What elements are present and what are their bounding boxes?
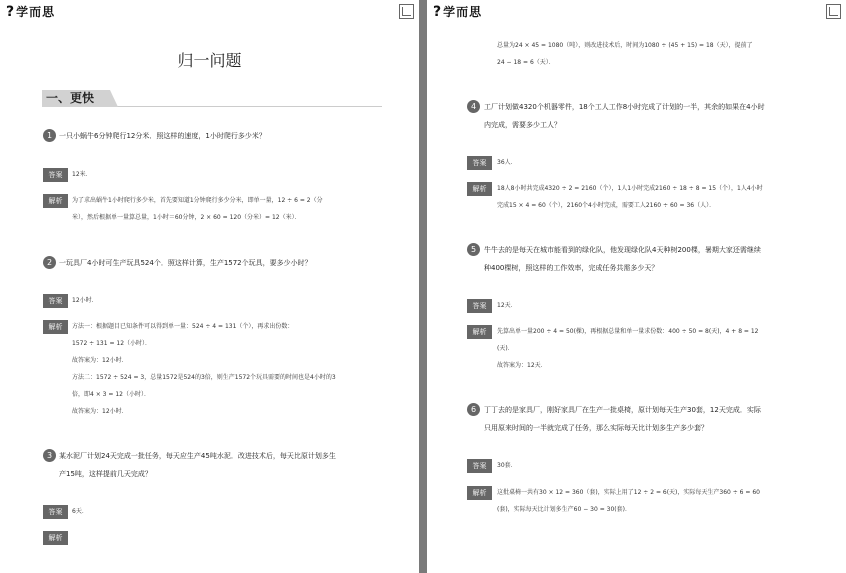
analysis-line: 故答案为：12小时． [72, 357, 128, 364]
analysis-text: 总量为24 × 45 = 1080（吨），则改进技术后，时间为1080 ÷ (45 + 15) = 18（天），提前了 [497, 42, 753, 49]
bookmark-icon [826, 4, 841, 19]
analysis-line: 倍，即4 × 3 = 12（小时）． [72, 391, 150, 398]
question-text: 某水泥厂计划24天完成一批任务，每天应生产45吨水泥．改进技术后，每天比原计划多生 [59, 452, 336, 460]
analysis-label: 解析 [43, 194, 68, 208]
answer-label: 答案 [467, 459, 492, 473]
question-number-badge: 5 [467, 243, 480, 256]
section-label: 一、更快 [42, 90, 110, 107]
analysis-line: 故答案为：12小时． [72, 408, 128, 415]
answer-label: 答案 [467, 299, 492, 313]
question-number-badge: 2 [43, 256, 56, 269]
right-page [427, 0, 846, 573]
question-text: 牛牛去的是每天在城市能看到的绿化队，他发现绿化队4天种树200棵，暑期大家还需继续 [484, 246, 761, 254]
brand-logo: ?学而思 [433, 4, 483, 20]
analysis-line: 1572 ÷ 131 = 12（小时）． [72, 340, 152, 347]
question-number-badge: 3 [43, 449, 56, 462]
question-text: 产15吨，这样提前几天完成？ [59, 470, 152, 478]
analysis-text: 18人8小时共完成4320 ÷ 2 = 2160（个），1人1小时完成2160 ÷ 18 ÷ 8 = 15（个），1人4小时 [497, 185, 763, 192]
brand-logo: ?学而思 [6, 4, 56, 20]
analysis-text: 这批桌椅一共有30 × 12 = 360（套)，实际上用了12 ÷ 2 = 6(天)，实际每天生产360 ÷ 6 = 60 [497, 489, 760, 496]
question-text: 一玩具厂4小时可生产玩具524个．照这样计算，生产1572个玩具，要多少小时？ [59, 259, 312, 267]
answer-text: 12小时． [72, 297, 98, 304]
analysis-label: 解析 [467, 325, 492, 339]
analysis-line: 方法二：1572 ÷ 524 = 3，总量1572是524的3倍，则生产1572个玩具需要的时间也是4小时的3 [72, 374, 336, 381]
analysis-text: 24 − 18 = 6（天）． [497, 59, 555, 66]
analysis-text: 先算出单一量200 ÷ 4 = 50(棵)，再根据总量和单一量求份数：400 ÷ 50 = 8(天)，4 + 8 = 12 [497, 328, 759, 335]
question-text: 一只小蜗牛6分钟爬行12分米．照这样的速度，1小时爬行多少米？ [59, 132, 266, 140]
answer-text: 6天． [72, 508, 88, 515]
analysis-label: 解析 [43, 531, 68, 545]
answer-text: 36人． [497, 159, 517, 166]
analysis-line: 方法一：根据题目已知条件可以得到单一量：524 ÷ 4 = 131（个），再求出份数： [72, 323, 294, 330]
question-text: 种400棵树，照这样的工作效率，完成任务共需多少天？ [484, 264, 659, 272]
page-title: 归一问题 [177, 51, 242, 70]
analysis-text: 米），然后根据单一量算总量，1小时＝60分钟，2 × 60 = 120（分米）= 12（米）． [72, 214, 301, 221]
analysis-label: 解析 [467, 182, 492, 196]
analysis-text: 为了求出蜗牛1小时爬行多少米，首先要知道1分钟爬行多少分米，即单一量，12 ÷ 6 = 2（分 [72, 197, 323, 204]
analysis-label: 解析 [467, 486, 492, 500]
question-number-badge: 6 [467, 403, 480, 416]
answer-text: 12天． [497, 302, 517, 309]
question-text: 工厂计划做4320个机器零件，18个工人工作8小时完成了计划的一半，其余的如果在4小时 [484, 103, 765, 111]
analysis-text: 故答案为：12天． [497, 362, 547, 369]
bookmark-icon [399, 4, 414, 19]
answer-text: 12米． [72, 171, 92, 178]
answer-text: 30套． [497, 462, 517, 469]
analysis-text: (天)． [497, 345, 514, 352]
question-text: 内完成，需要多少工人？ [484, 121, 561, 129]
answer-label: 答案 [43, 505, 68, 519]
analysis-text: (套)，实际每天比计划多生产60 − 30 = 30(套)． [497, 506, 631, 513]
question-number-badge: 4 [467, 100, 480, 113]
analysis-text: 完成15 × 4 = 60（个），2160个4小时完成，需要工人2160 ÷ 60 = 36（人）． [497, 202, 716, 209]
answer-label: 答案 [43, 294, 68, 308]
answer-label: 答案 [43, 168, 68, 182]
section-header [42, 90, 382, 107]
question-text: 只用原来时间的一半就完成了任务，那么实际每天比计划多生产多少套？ [484, 424, 708, 432]
answer-label: 答案 [467, 156, 492, 170]
question-number-badge: 1 [43, 129, 56, 142]
left-page [0, 0, 419, 573]
question-text: 丁丁去的是家具厂，刚好家具厂在生产一批桌椅，原计划每天生产30套，12天完成．实际 [484, 406, 761, 414]
analysis-label: 解析 [43, 320, 68, 334]
